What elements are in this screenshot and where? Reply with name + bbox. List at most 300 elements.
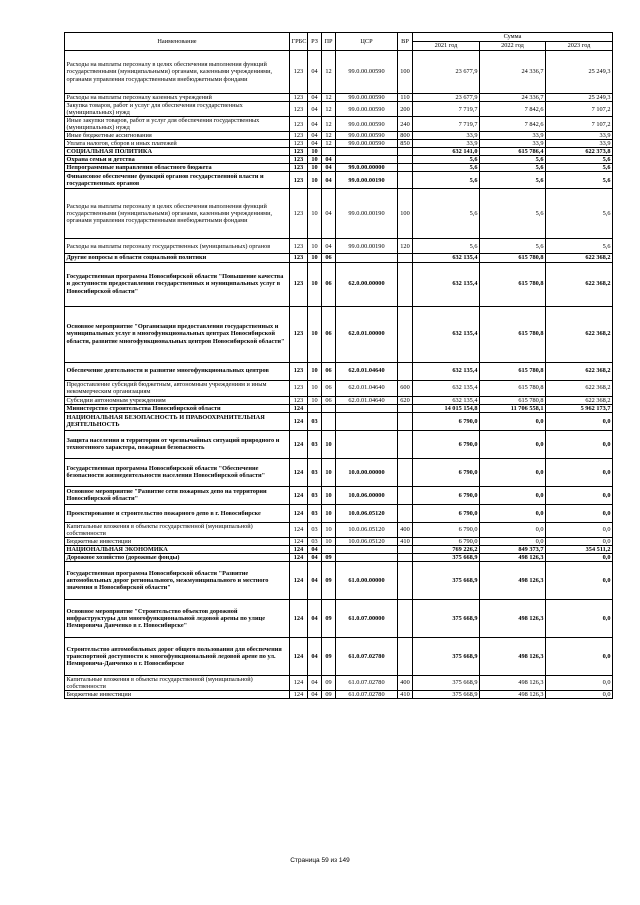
row-pr (322, 148, 336, 156)
row-csr: 99.0.00.00190 (336, 239, 398, 254)
row-rz: 04 (308, 675, 322, 690)
row-sum-2023: 0,0 (546, 458, 613, 486)
row-sum-2022: 849 373,7 (480, 545, 546, 553)
row-grbs: 124 (290, 486, 308, 504)
row-sum-2023: 0,0 (546, 675, 613, 690)
table-row (65, 561, 613, 599)
header-year-2022: 2022 год (480, 42, 546, 51)
row-csr: 62.0.01.00000 (336, 306, 398, 362)
row-grbs: 123 (290, 156, 308, 164)
row-name: СОЦИАЛЬНАЯ ПОЛИТИКА (65, 148, 290, 156)
row-pr: 04 (322, 164, 336, 172)
row-grbs: 123 (290, 148, 308, 156)
row-sum-2022: 7 842,6 (480, 117, 546, 132)
table-row (65, 239, 613, 254)
row-sum-2022: 615 780,8 (480, 380, 546, 396)
row-rz: 10 (308, 148, 322, 156)
row-csr (336, 412, 398, 430)
table-row (65, 522, 613, 537)
row-vr (398, 599, 413, 637)
table-row (65, 94, 613, 102)
row-sum-2021: 33,9 (413, 140, 480, 148)
row-sum-2023: 0,0 (546, 637, 613, 675)
row-grbs: 124 (290, 561, 308, 599)
row-grbs: 124 (290, 430, 308, 458)
table-row (65, 412, 613, 430)
row-grbs: 123 (290, 132, 308, 140)
row-csr: 62.0.01.04640 (336, 362, 398, 380)
row-sum-2021: 5,6 (413, 189, 480, 239)
row-grbs: 123 (290, 164, 308, 172)
row-sum-2023: 0,0 (546, 504, 613, 522)
row-sum-2023: 5,6 (546, 164, 613, 172)
row-vr: 410 (398, 537, 413, 545)
row-sum-2022: 615 780,8 (480, 262, 546, 306)
row-vr: 120 (398, 239, 413, 254)
row-sum-2021: 632 135,4 (413, 380, 480, 396)
row-pr (322, 545, 336, 553)
row-rz: 04 (308, 553, 322, 561)
row-sum-2022: 498 126,3 (480, 637, 546, 675)
row-name: Закупка товаров, работ и услуг для обеспечения государственных (муниципальных) нужд (65, 102, 290, 117)
row-grbs: 123 (290, 189, 308, 239)
row-name: Государственная программа Новосибирской области "Обеспечение безопасности жизнедеятельности населения Новосибирской области" (65, 458, 290, 486)
row-sum-2021: 33,9 (413, 132, 480, 140)
row-sum-2022: 498 126,3 (480, 675, 546, 690)
row-sum-2023: 0,0 (546, 599, 613, 637)
row-sum-2022: 24 336,7 (480, 51, 546, 94)
row-rz: 10 (308, 262, 322, 306)
row-vr (398, 486, 413, 504)
row-sum-2022: 33,9 (480, 132, 546, 140)
header-year-2023: 2023 год (546, 42, 613, 51)
row-csr (336, 254, 398, 262)
row-grbs: 124 (290, 537, 308, 545)
header-name: Наименование (65, 33, 290, 51)
row-vr: 600 (398, 380, 413, 396)
row-csr: 99.0.00.00590 (336, 51, 398, 94)
row-csr: 99.0.00.00590 (336, 140, 398, 148)
row-rz: 04 (308, 690, 322, 698)
row-name: Субсидии автономным учреждениям (65, 396, 290, 404)
row-sum-2023: 5,6 (546, 172, 613, 189)
row-sum-2023: 0,0 (546, 537, 613, 545)
row-grbs: 124 (290, 458, 308, 486)
row-csr: 99.0.00.00000 (336, 164, 398, 172)
row-sum-2022: 0,0 (480, 486, 546, 504)
row-sum-2021: 5,6 (413, 172, 480, 189)
row-pr: 09 (322, 637, 336, 675)
row-rz: 04 (308, 132, 322, 140)
row-sum-2021: 375 668,9 (413, 599, 480, 637)
row-pr: 04 (322, 189, 336, 239)
row-name: Охрана семьи и детства (65, 156, 290, 164)
header-grbs: ГРБС (290, 33, 308, 51)
row-sum-2023: 622 368,2 (546, 362, 613, 380)
row-sum-2022: 498 126,3 (480, 599, 546, 637)
row-sum-2021: 6 790,0 (413, 522, 480, 537)
row-sum-2022: 615 780,8 (480, 362, 546, 380)
row-name: Министерство строительства Новосибирской области (65, 404, 290, 412)
row-vr: 850 (398, 140, 413, 148)
row-pr: 04 (322, 172, 336, 189)
row-vr: 100 (398, 51, 413, 94)
row-csr: 10.0.00.00000 (336, 458, 398, 486)
row-sum-2023: 5,6 (546, 239, 613, 254)
row-grbs: 123 (290, 262, 308, 306)
row-rz: 03 (308, 537, 322, 545)
row-rz: 10 (308, 156, 322, 164)
row-rz: 10 (308, 239, 322, 254)
row-sum-2021: 632 135,4 (413, 306, 480, 362)
row-sum-2021: 375 668,9 (413, 675, 480, 690)
row-name: Иные закупки товаров, работ и услуг для обеспечения государственных (муниципальных) нужд (65, 117, 290, 132)
row-sum-2023: 25 249,3 (546, 94, 613, 102)
row-pr: 04 (322, 156, 336, 164)
row-sum-2021: 14 015 154,8 (413, 404, 480, 412)
row-name: Финансовое обеспечение функций органов государственной власти и государственных органов (65, 172, 290, 189)
row-sum-2022: 615 780,8 (480, 396, 546, 404)
row-rz: 04 (308, 637, 322, 675)
header-csr: ЦСР (336, 33, 398, 51)
row-name: Непрограммные направления областного бюджета (65, 164, 290, 172)
row-sum-2023: 5,6 (546, 156, 613, 164)
row-sum-2023: 0,0 (546, 522, 613, 537)
row-sum-2023: 33,9 (546, 140, 613, 148)
row-sum-2021: 7 719,7 (413, 102, 480, 117)
row-pr: 06 (322, 362, 336, 380)
row-grbs: 124 (290, 412, 308, 430)
row-grbs: 123 (290, 306, 308, 362)
page-footer: Страница 59 из 149 (290, 857, 350, 864)
row-sum-2021: 6 790,0 (413, 504, 480, 522)
row-sum-2021: 632 141,0 (413, 148, 480, 156)
row-grbs: 123 (290, 172, 308, 189)
row-csr: 61.0.07.02780 (336, 675, 398, 690)
row-sum-2022: 498 126,3 (480, 561, 546, 599)
row-pr: 12 (322, 51, 336, 94)
row-vr: 100 (398, 189, 413, 239)
row-rz: 03 (308, 412, 322, 430)
row-grbs: 124 (290, 690, 308, 698)
row-sum-2023: 33,9 (546, 132, 613, 140)
header-sum: Сумма (413, 33, 613, 42)
row-rz: 04 (308, 545, 322, 553)
table-row (65, 102, 613, 117)
budget-table (64, 32, 613, 699)
row-pr: 12 (322, 94, 336, 102)
row-pr: 10 (322, 430, 336, 458)
header-year-2021: 2021 год (413, 42, 480, 51)
row-sum-2021: 23 677,9 (413, 51, 480, 94)
row-csr: 62.0.01.04640 (336, 380, 398, 396)
row-rz: 10 (308, 362, 322, 380)
row-pr: 09 (322, 561, 336, 599)
table-row (65, 553, 613, 561)
header-rz: РЗ (308, 33, 322, 51)
row-sum-2022: 0,0 (480, 504, 546, 522)
row-csr (336, 553, 398, 561)
row-name: Капитальные вложения в объекты государственной (муниципальной) собственности (65, 522, 290, 537)
row-name: Бюджетные инвестиции (65, 537, 290, 545)
row-vr (398, 306, 413, 362)
row-sum-2021: 23 677,9 (413, 94, 480, 102)
row-sum-2021: 6 790,0 (413, 412, 480, 430)
row-name: НАЦИОНАЛЬНАЯ ЭКОНОМИКА (65, 545, 290, 553)
row-sum-2023: 0,0 (546, 486, 613, 504)
row-sum-2023: 5 962 173,7 (546, 404, 613, 412)
row-grbs: 124 (290, 599, 308, 637)
row-pr: 12 (322, 140, 336, 148)
row-pr (322, 412, 336, 430)
table-row (65, 164, 613, 172)
row-grbs: 123 (290, 51, 308, 94)
row-rz: 03 (308, 430, 322, 458)
row-pr: 09 (322, 599, 336, 637)
row-vr (398, 172, 413, 189)
header-pr: ПР (322, 33, 336, 51)
row-vr (398, 553, 413, 561)
row-grbs: 124 (290, 504, 308, 522)
row-rz: 03 (308, 458, 322, 486)
row-csr: 10.0.06.00000 (336, 486, 398, 504)
row-name: Расходы на выплаты персоналу государственных (муниципальных) органов (65, 239, 290, 254)
row-csr: 99.0.00.00590 (336, 94, 398, 102)
row-sum-2022: 0,0 (480, 537, 546, 545)
row-name: Проектирование и строительство пожарного депо в г. Новосибирске (65, 504, 290, 522)
row-vr: 620 (398, 396, 413, 404)
row-rz: 04 (308, 94, 322, 102)
row-rz: 10 (308, 254, 322, 262)
row-pr: 09 (322, 553, 336, 561)
row-sum-2023: 7 107,2 (546, 102, 613, 117)
row-name: Государственная программа Новосибирской области "Развитие автомобильных дорог регионального, межмуниципального и местного значения в Новосибирской области" (65, 561, 290, 599)
row-sum-2021: 632 135,4 (413, 362, 480, 380)
table-row (65, 404, 613, 412)
row-grbs: 124 (290, 404, 308, 412)
row-vr (398, 412, 413, 430)
row-name: Расходы на выплаты персоналу в целях обеспечения выполнения функций государственными (муниципальными) органами, казенными учреждениями, органами управления государственными внебюджетными фондами (65, 189, 290, 239)
table-row (65, 458, 613, 486)
row-sum-2022: 498 126,3 (480, 690, 546, 698)
row-grbs: 123 (290, 94, 308, 102)
table-row (65, 117, 613, 132)
row-pr: 12 (322, 117, 336, 132)
row-pr: 06 (322, 396, 336, 404)
row-sum-2021: 632 135,4 (413, 254, 480, 262)
row-csr: 10.0.06.05120 (336, 537, 398, 545)
row-sum-2022: 498 126,3 (480, 553, 546, 561)
row-csr: 61.0.07.02780 (336, 637, 398, 675)
row-rz: 04 (308, 599, 322, 637)
table-row (65, 140, 613, 148)
table-row (65, 51, 613, 94)
row-pr: 06 (322, 380, 336, 396)
row-sum-2022: 11 706 558,1 (480, 404, 546, 412)
row-csr (336, 545, 398, 553)
row-rz: 10 (308, 164, 322, 172)
row-name: Расходы на выплаты персоналу казенных учреждений (65, 94, 290, 102)
row-vr (398, 362, 413, 380)
row-pr: 09 (322, 690, 336, 698)
row-vr (398, 254, 413, 262)
row-pr: 09 (322, 675, 336, 690)
row-csr: 10.0.06.05120 (336, 504, 398, 522)
row-sum-2022: 5,6 (480, 239, 546, 254)
row-vr (398, 262, 413, 306)
row-rz: 03 (308, 522, 322, 537)
row-rz (308, 404, 322, 412)
row-sum-2021: 6 790,0 (413, 458, 480, 486)
row-vr (398, 404, 413, 412)
row-name: Основное мероприятие "Развитие сети пожарных депо на территории Новосибирской области" (65, 486, 290, 504)
row-grbs: 123 (290, 239, 308, 254)
row-sum-2021: 632 135,4 (413, 262, 480, 306)
row-csr (336, 156, 398, 164)
row-csr: 99.0.00.00190 (336, 189, 398, 239)
row-sum-2021: 5,6 (413, 239, 480, 254)
row-pr: 10 (322, 522, 336, 537)
table-row (65, 306, 613, 362)
table-row (65, 362, 613, 380)
row-pr: 06 (322, 254, 336, 262)
row-vr: 400 (398, 522, 413, 537)
row-pr: 10 (322, 458, 336, 486)
row-name: Дорожное хозяйство (дорожные фонды) (65, 553, 290, 561)
row-vr (398, 156, 413, 164)
row-grbs: 123 (290, 117, 308, 132)
table-row (65, 504, 613, 522)
row-pr: 06 (322, 306, 336, 362)
row-sum-2021: 7 719,7 (413, 117, 480, 132)
row-sum-2022: 5,6 (480, 172, 546, 189)
row-vr (398, 458, 413, 486)
row-sum-2023: 0,0 (546, 430, 613, 458)
row-sum-2021: 375 668,9 (413, 553, 480, 561)
row-rz: 10 (308, 306, 322, 362)
row-sum-2023: 0,0 (546, 690, 613, 698)
row-csr: 99.0.00.00590 (336, 132, 398, 140)
table-row (65, 430, 613, 458)
row-csr: 62.0.01.04640 (336, 396, 398, 404)
table-row (65, 637, 613, 675)
row-name: Бюджетные инвестиции (65, 690, 290, 698)
table-row (65, 545, 613, 553)
row-csr (336, 430, 398, 458)
row-name: Строительство автомобильных дорог общего пользования для обеспечения транспортной доступности к многофункциональной ледовой арене по ул. Немировича-Данченко в г. Новосибирске (65, 637, 290, 675)
table-row (65, 254, 613, 262)
row-vr (398, 504, 413, 522)
row-grbs: 124 (290, 637, 308, 675)
row-name: Уплата налогов, сборов и иных платежей (65, 140, 290, 148)
row-name: Основное мероприятие "Строительство объектов дорожной инфраструктуры для многофункциональной ледовой арены по улице Немировича Данченко в г. Новосибирске" (65, 599, 290, 637)
row-pr (322, 404, 336, 412)
row-csr: 61.0.07.02780 (336, 690, 398, 698)
row-sum-2023: 354 511,2 (546, 545, 613, 553)
table-row (65, 189, 613, 239)
row-grbs: 124 (290, 675, 308, 690)
row-pr: 12 (322, 132, 336, 140)
table-row (65, 380, 613, 396)
row-sum-2021: 5,6 (413, 164, 480, 172)
row-pr: 10 (322, 537, 336, 545)
row-name: Предоставление субсидий бюджетным, автономным учреждениям и иным некоммерческим организациям (65, 380, 290, 396)
row-sum-2022: 615 786,4 (480, 148, 546, 156)
row-sum-2023: 25 249,3 (546, 51, 613, 94)
row-rz: 04 (308, 117, 322, 132)
row-sum-2022: 5,6 (480, 189, 546, 239)
row-sum-2021: 6 790,0 (413, 537, 480, 545)
row-vr: 400 (398, 675, 413, 690)
row-csr: 99.0.00.00590 (336, 102, 398, 117)
row-pr: 10 (322, 504, 336, 522)
row-grbs: 123 (290, 362, 308, 380)
row-pr: 10 (322, 486, 336, 504)
row-vr (398, 545, 413, 553)
row-name: Расходы на выплаты персоналу в целях обеспечения выполнения функций государственными (муниципальными) органами, казенными учреждениями, органами управления государственными внебюджетными фондами (65, 51, 290, 94)
row-sum-2023: 0,0 (546, 553, 613, 561)
row-sum-2021: 5,6 (413, 156, 480, 164)
row-sum-2021: 6 790,0 (413, 430, 480, 458)
table-row (65, 262, 613, 306)
row-rz: 04 (308, 51, 322, 94)
row-name: Обеспечение деятельности и развитие многофункциональных центров (65, 362, 290, 380)
table-row (65, 148, 613, 156)
table-row (65, 599, 613, 637)
table-row (65, 132, 613, 140)
row-sum-2022: 0,0 (480, 522, 546, 537)
row-sum-2023: 622 368,2 (546, 380, 613, 396)
row-vr (398, 148, 413, 156)
row-sum-2021: 6 790,0 (413, 486, 480, 504)
row-grbs: 124 (290, 522, 308, 537)
row-sum-2021: 375 668,9 (413, 561, 480, 599)
row-csr (336, 148, 398, 156)
row-csr: 61.0.00.00000 (336, 561, 398, 599)
row-vr: 200 (398, 102, 413, 117)
row-sum-2023: 0,0 (546, 561, 613, 599)
row-vr (398, 430, 413, 458)
row-rz: 10 (308, 396, 322, 404)
row-sum-2021: 632 135,4 (413, 396, 480, 404)
row-sum-2022: 5,6 (480, 164, 546, 172)
row-pr: 04 (322, 239, 336, 254)
row-vr: 410 (398, 690, 413, 698)
row-sum-2023: 7 107,2 (546, 117, 613, 132)
row-vr (398, 637, 413, 675)
row-rz: 10 (308, 189, 322, 239)
row-sum-2023: 622 368,2 (546, 262, 613, 306)
header-vr: ВР (398, 33, 413, 51)
row-name: Другие вопросы в области социальной политики (65, 254, 290, 262)
row-sum-2022: 24 336,7 (480, 94, 546, 102)
row-grbs: 123 (290, 380, 308, 396)
row-name: Защита населения и территории от чрезвычайных ситуаций природного и техногенного характера, пожарная безопасность (65, 430, 290, 458)
row-rz: 10 (308, 172, 322, 189)
row-sum-2022: 0,0 (480, 412, 546, 430)
row-sum-2022: 33,9 (480, 140, 546, 148)
row-sum-2022: 615 780,8 (480, 306, 546, 362)
row-pr: 12 (322, 102, 336, 117)
row-vr (398, 561, 413, 599)
table-row (65, 156, 613, 164)
table-row (65, 675, 613, 690)
row-sum-2023: 622 368,2 (546, 306, 613, 362)
row-sum-2022: 0,0 (480, 430, 546, 458)
row-csr: 99.0.00.00590 (336, 117, 398, 132)
row-name: Иные бюджетные ассигнования (65, 132, 290, 140)
table-row (65, 172, 613, 189)
